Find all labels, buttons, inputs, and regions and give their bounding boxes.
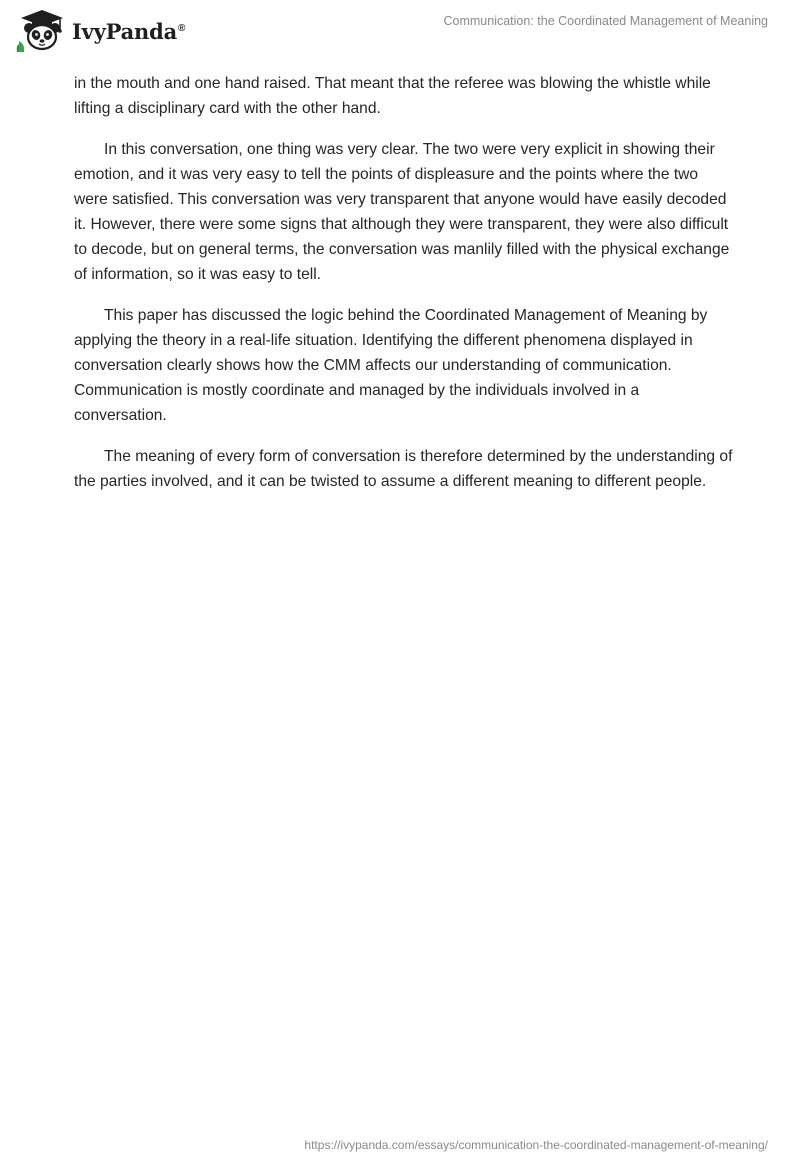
registered-mark: ®: [178, 22, 186, 34]
brand-name: IvyPanda®: [72, 18, 186, 44]
paragraph: in the mouth and one hand raised. That meant that the referee was blowing the whistle while lifting a disciplinary card with the other hand.: [74, 75, 711, 117]
essay-body: [74, 71, 734, 510]
paragraph: The meaning of every form of conversation is therefore determined by the understanding of the parties involved, and it can be twisted to assume a different meaning to different people.: [74, 448, 733, 490]
brand-logo[interactable]: [16, 8, 185, 52]
page-header: [0, 0, 800, 70]
panda-graduation-cap-icon: [16, 8, 68, 52]
paragraph: This paper has discussed the logic behind the Coordinated Management of Meaning by applying the theory in a real-life situation. Identifying the different phenomena displayed in conversation clearly shows how the CMM affects our understanding of communication. Communication is mostly coordinate and managed by the individuals involved in a conversation.: [74, 307, 708, 424]
paragraph: In this conversation, one thing was very clear. The two were very explicit in showing their emotion, and it was very easy to tell the points of displeasure and the points where the two were satisfied. This conversation was very transparent that anyone would have easily decoded it. However, there were some signs that although they were transparent, they were also difficult to decode, but on general terms, the conversation was manlily filled with the physical exchange of information, so it was easy to tell.: [74, 141, 730, 283]
running-title: Communication: the Coordinated Management of Meaning: [443, 14, 768, 28]
source-url-link[interactable]: https://ivypanda.com/essays/communication-the-coordinated-management-of-meaning/: [304, 1138, 768, 1152]
